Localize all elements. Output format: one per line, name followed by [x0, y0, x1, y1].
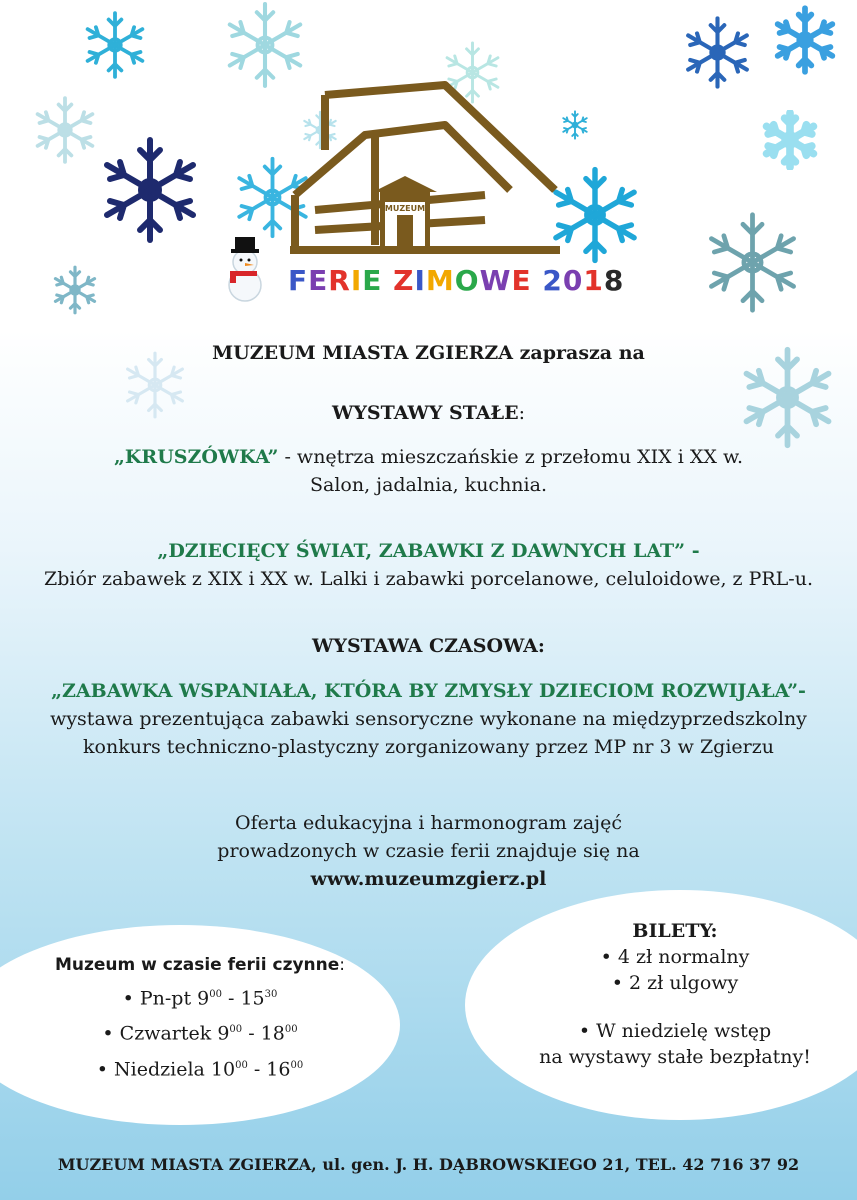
hours-item-label: Pn-pt 9 [139, 987, 210, 1010]
website-link[interactable]: www.muzeumzgierz.pl [310, 868, 547, 890]
title-letter: W [479, 264, 512, 297]
exhibition-2-name: „DZIECIĘCY ŚWIAT, ZABAWKI Z DAWNYCH LAT” - [157, 540, 700, 562]
page-title [288, 264, 624, 297]
snowflake-icon [760, 110, 820, 170]
exhibition-1-desc: - wnętrza mieszczańskie z przełomu XIX i XX w. [278, 446, 744, 468]
permanent-heading-text: WYSTAWY STAŁE [332, 402, 519, 424]
ticket-item-text: 4 zł normalny [617, 946, 750, 968]
hours-item-label: Czwartek 9 [119, 1022, 230, 1045]
snowflake-icon [700, 210, 805, 315]
ticket-item: • 4 zł normalny [600, 946, 750, 968]
hours-item-s1: 00 [229, 1024, 243, 1036]
ticket-item-text: 2 zł ulgowy [629, 972, 739, 994]
permanent-heading [0, 400, 857, 426]
ticket-item: • 2 zł ulgowy [611, 972, 739, 994]
title-letter: 8 [603, 264, 625, 297]
title-letter [382, 264, 393, 297]
hours-item-s2: 00 [290, 1059, 304, 1071]
title-letter: M [425, 264, 455, 297]
temporary-desc-2: konkurs techniczno-plastyczny zorganizowany przez MP nr 3 w Zgierzu [83, 736, 774, 758]
title-letter: R [328, 264, 351, 297]
hours-item: • Niedziela $10^{00} - 16^{00}$ [96, 1057, 304, 1080]
title-letter: 0 [562, 264, 584, 297]
hours-block [20, 955, 380, 1085]
hours-title [20, 955, 380, 975]
hours-item-mid: - 18 [242, 1022, 285, 1045]
hours-item-s2: 30 [264, 989, 278, 1000]
hours-item: • Pn-pt $9^{00} - 15^{30}$ [122, 987, 278, 1010]
offer-line-1: Oferta edukacyjna i harmonogram zajęć [235, 812, 622, 834]
exhibition-1 [0, 444, 857, 470]
hours-title-text: Muzeum w czasie ferii czynne [54, 955, 340, 975]
hours-item-s1: 00 [209, 989, 222, 1000]
title-letter: 1 [583, 264, 604, 297]
snowflake-icon [770, 5, 840, 75]
hours-item-s2: 00 [284, 1024, 298, 1036]
snowflake-icon [95, 135, 205, 245]
hours-item-s1: 00 [235, 1059, 248, 1071]
hours-title-colon: : [339, 955, 346, 975]
hours-item-mid: - 16 [247, 1057, 291, 1080]
exhibition-1-name: „KRUSZÓWKA” [113, 446, 279, 468]
title-letter [532, 264, 543, 297]
snowflake-icon [50, 265, 100, 315]
temporary-name: „ZABAWKA WSPANIAŁA, KTÓRA BY ZMYSŁY DZIECIOM ROZWIJAŁA”- [51, 680, 806, 702]
exhibition-2-desc: Zbiór zabawek z XIX i XX w. Lalki i zabawki porcelanowe, celuloidowe, z PRL-u. [44, 568, 813, 590]
hours-item: • Czwartek $9^{00} - 18^{00}$ [102, 1022, 298, 1045]
title-letter: E [511, 264, 532, 297]
intro-rest: zaprasza na [513, 342, 645, 364]
snowflake-icon [220, 0, 310, 90]
permanent-heading-colon: : [518, 402, 525, 424]
intro-line [0, 340, 857, 366]
tickets-block [510, 918, 840, 1070]
museum-name: MUZEUM MIASTA ZGIERZA [212, 342, 513, 364]
tickets-note-2: na wystawy stałe bezpłatny! [539, 1046, 811, 1068]
title-letter: I [350, 264, 363, 297]
temporary-heading: WYSTAWA CZASOWA: [312, 635, 545, 657]
tickets-title: BILETY: [632, 920, 718, 942]
snowflake-icon [80, 10, 150, 80]
footer-address: MUZEUM MIASTA ZGIERZA, ul. gen. J. H. DĄBROWSKIEGO 21, TEL. 42 716 37 92 [57, 1155, 800, 1174]
tickets-list [510, 944, 840, 996]
tickets-note-1-text: W niedzielę wstęp [596, 1020, 772, 1042]
building-sign: MUZEUM [384, 204, 426, 213]
museum-building-icon [285, 80, 565, 255]
hours-list [20, 979, 380, 1085]
snowman-icon [218, 235, 273, 303]
tickets-note-1: • W niedzielę wstęp [578, 1020, 772, 1042]
snowflake-icon [30, 95, 100, 165]
title-letter: Z [393, 264, 415, 297]
title-letter: E [308, 264, 329, 297]
snowflake-icon [680, 15, 755, 90]
title-letter: 2 [542, 264, 563, 297]
hours-item-mid: - 15 [221, 987, 265, 1010]
title-letter: F [288, 264, 309, 297]
exhibition-1-line2: Salon, jadalnia, kuchnia. [310, 474, 547, 496]
title-letter: I [414, 264, 426, 297]
temporary-desc-1: wystawa prezentująca zabawki sensoryczne wykonane na międzyprzedszkolny [50, 708, 807, 730]
offer-line-2: prowadzonych w czasie ferii znajduje się na [217, 840, 640, 862]
title-letter: O [454, 264, 480, 297]
hours-item-label: Niedziela 10 [114, 1057, 236, 1080]
title-letter: E [362, 264, 383, 297]
